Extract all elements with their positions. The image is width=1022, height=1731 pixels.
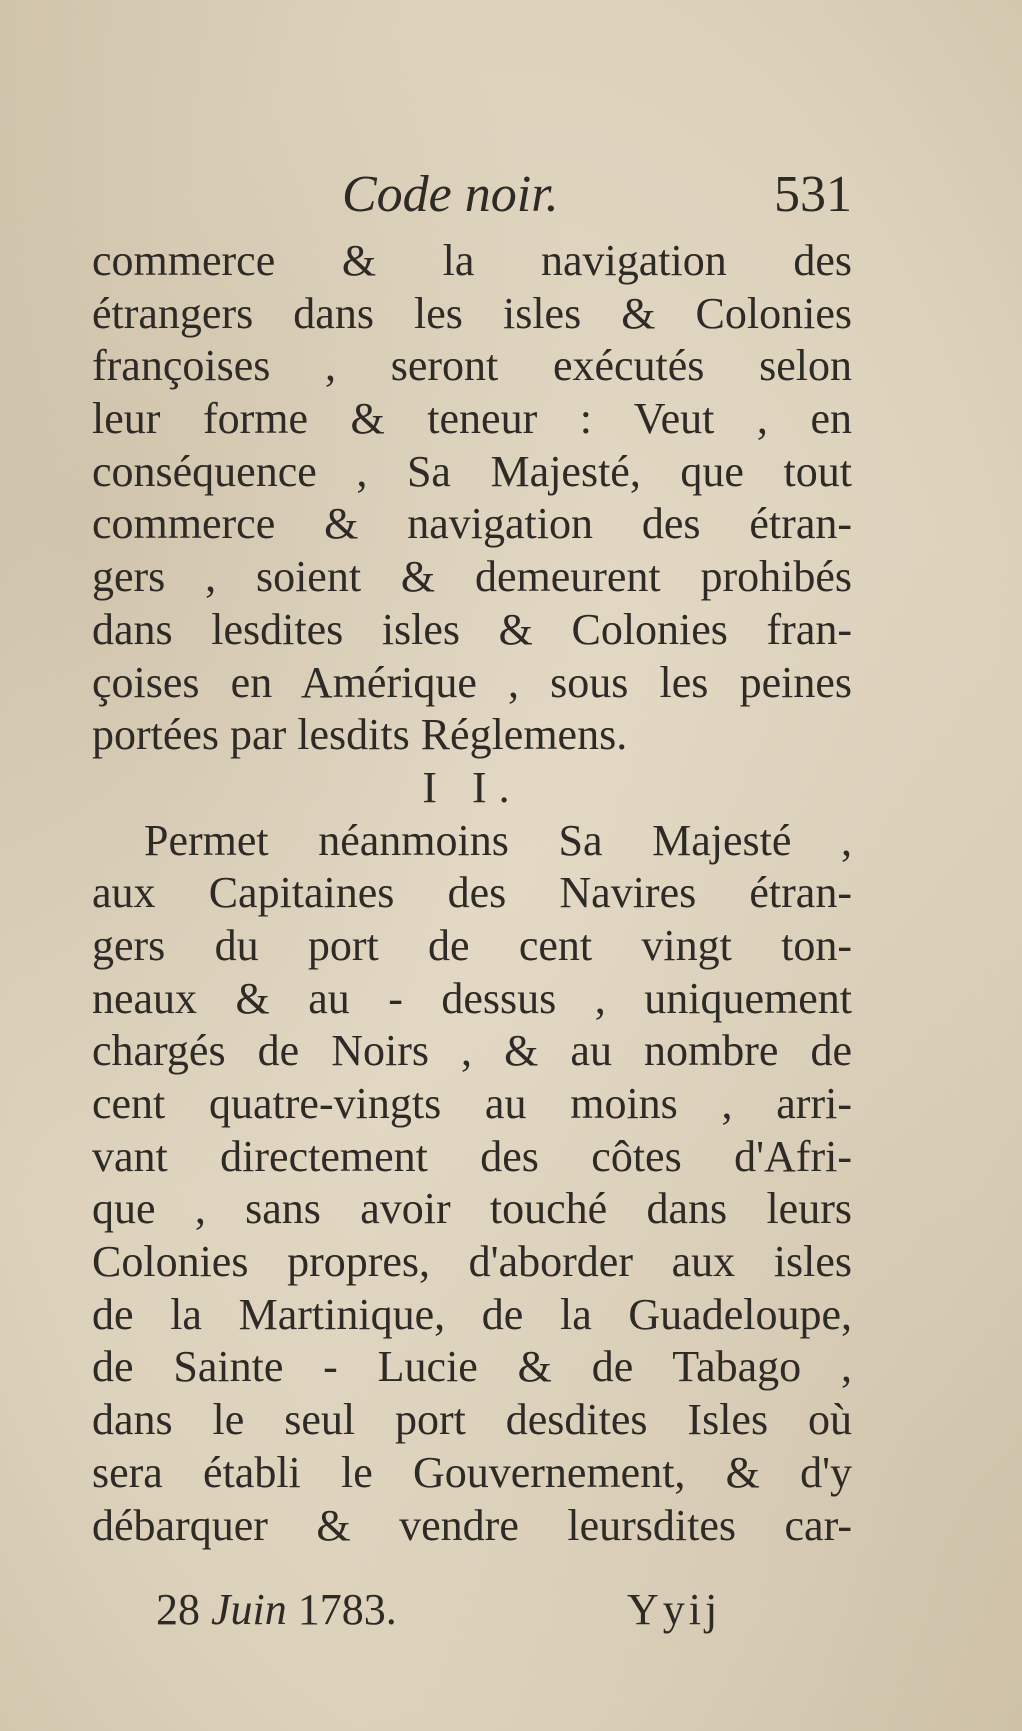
page-header [92,160,852,230]
running-title: Code noir. [342,166,559,223]
text-line: Permet néanmoins Sa Majesté , [144,815,852,865]
text-line: aux Capitaines des Navires étran- [92,868,852,918]
text-line: de la Martinique, de la Guadeloupe, [92,1289,852,1339]
text-line: conséquence , Sa Majesté, que tout [92,446,852,496]
page-number: 531 [774,166,852,223]
body-text [92,235,852,1552]
footer-date [156,1580,397,1640]
text-line: dans lesdites isles & Colonies fran- [92,604,852,654]
section-heading: I I. [422,762,522,812]
text-line: que , sans avoir touché dans leurs [92,1184,852,1234]
text-line: dans le seul port desdites Isles où [92,1395,852,1445]
text-line: cent quatre-vingts au moins , arri- [92,1079,852,1128]
date-year: 1783. [297,1585,397,1634]
text-line: Colonies propres, d'aborder aux isles [92,1237,852,1287]
text-line: chargés de Noirs , & au nombre de [92,1026,852,1076]
text-line: de Sainte - Lucie & de Tabago , [92,1342,852,1392]
text-line: gers , soient & demeurent prohibés [92,552,852,602]
text-line: vant directement des côtes d'Afri- [92,1131,852,1181]
page-footer [92,1580,852,1640]
text-line: étrangers dans les isles & Colonies [92,288,852,338]
text-line: commerce & navigation des étran- [92,499,852,549]
text-line: débarquer & vendre leursdites car- [92,1500,852,1550]
text-line: sera établi le Gouvernement, & d'y [92,1447,852,1497]
text-line: françoises , seront exécutés selon [92,341,852,391]
text-line: portées par lesdits Réglemens. [92,710,628,760]
signature-mark: Yyij [627,1585,722,1634]
text-line: çoises en Amérique , sous les peines [92,657,852,707]
date-month: Juin [211,1585,287,1634]
date-day: 28 [156,1585,200,1634]
text-line: commerce & la navigation des [92,236,852,285]
text-line: gers du port de cent vingt ton- [92,920,852,970]
text-line: neaux & au - dessus , uniquement [92,973,852,1023]
text-line: leur forme & teneur : Veut , en [92,394,852,444]
